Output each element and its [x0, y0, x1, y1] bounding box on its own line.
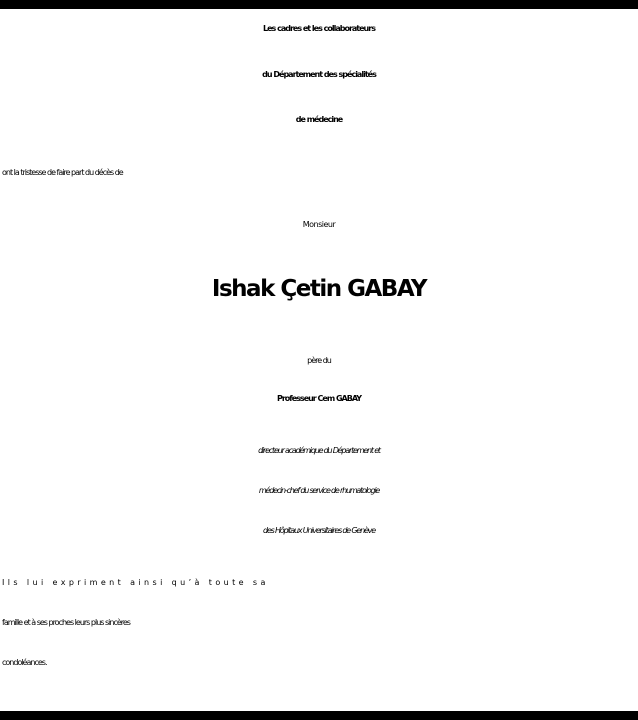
- closing-line-3: condoléances.: [2, 658, 47, 667]
- son-name: Professeur Cem GABAY: [276, 394, 362, 403]
- header-line-1: Les cadres et les collaborateurs: [263, 24, 375, 33]
- deceased-name: Ishak Çetin GABAY: [211, 276, 427, 302]
- announcement-text: ont la tristesse de faire part du décès de: [2, 168, 123, 177]
- son-role-line-3: des Hôpitaux Universitaires de Genève: [263, 526, 375, 535]
- header-line-2: du Département des spécialités: [262, 70, 376, 79]
- header-line-3: de médecine: [295, 115, 343, 124]
- relation-text: père du: [307, 356, 331, 365]
- deceased-title: Monsieur: [302, 220, 336, 229]
- top-border-rule: [0, 0, 638, 9]
- bottom-border-rule: [0, 711, 638, 720]
- closing-line-2: famille et à ses proches leurs plus sincères: [2, 618, 130, 627]
- closing-line-1: Ils lui expriment ainsi qu’à toute sa: [2, 578, 269, 587]
- son-role-line-1: directeur académique du Département et: [258, 446, 380, 455]
- son-role-line-2: médecin-chef du service de rhumatologie: [258, 486, 380, 495]
